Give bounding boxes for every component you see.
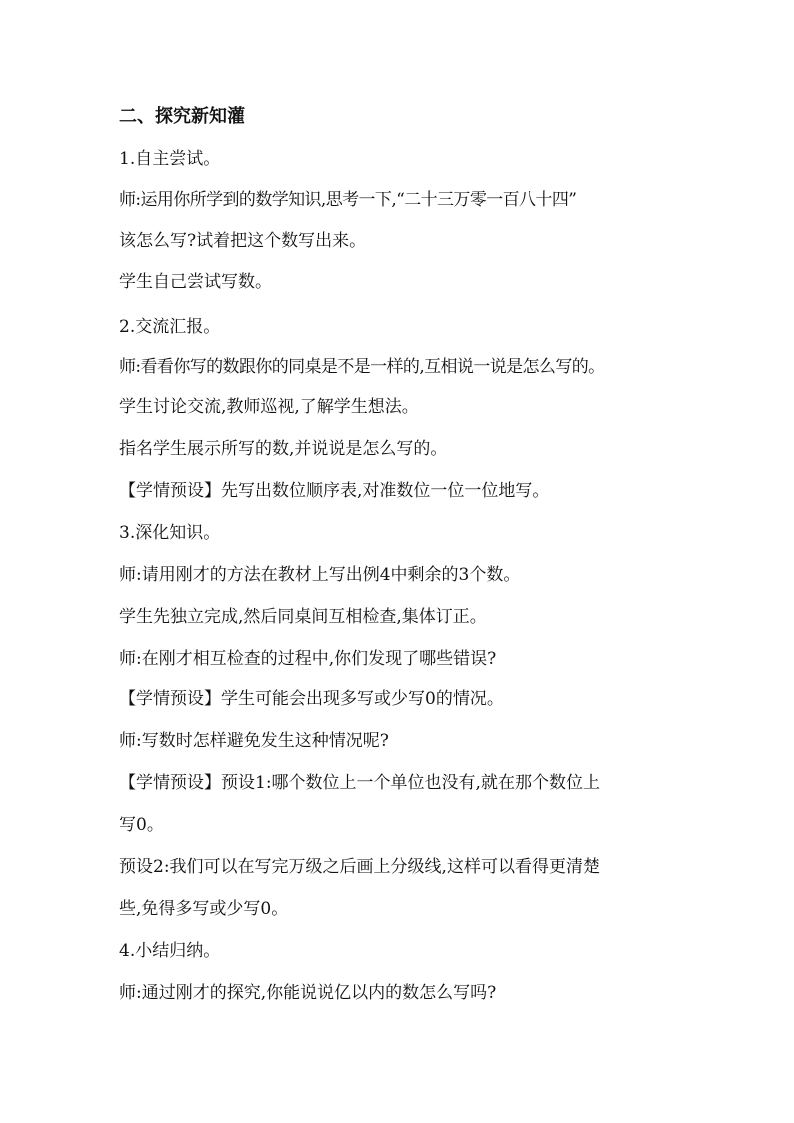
- paragraph-line: 学生自己尝试写数。: [119, 272, 272, 292]
- paragraph-line: 指名学生展示所写的数,并说说是怎么写的。: [119, 439, 448, 459]
- paragraph-line: 些,免得多写或少写0。: [119, 899, 289, 919]
- learning-preset-note: 【学情预设】先写出数位顺序表,对准数位一位一位地写。: [119, 481, 550, 501]
- paragraph-line: 学生先独立完成,然后同桌间互相检查,集体订正。: [119, 607, 487, 627]
- paragraph-line: 师:在刚才相互检查的过程中,你们发现了哪些错误?: [119, 649, 497, 669]
- paragraph-line: 师:看看你写的数跟你的同桌是不是一样的,互相说一说是怎么写的。: [119, 357, 605, 377]
- step-title-2: 2.交流汇报。: [119, 317, 221, 337]
- section-heading: 二、探究新知灌: [119, 106, 245, 127]
- paragraph-line: 预设2:我们可以在写完万级之后画上分级线,这样可以看得更清楚: [119, 857, 600, 877]
- step-title-4: 4.小结归纳。: [119, 941, 221, 961]
- step-title-1: 1.自主尝试。: [119, 149, 221, 169]
- paragraph-line: 师:写数时怎样避免发生这种情况呢?: [119, 731, 389, 751]
- paragraph-line: 学生讨论交流,教师巡视,了解学生想法。: [119, 397, 419, 417]
- learning-preset-note: 【学情预设】预设1:哪个数位上一个单位也没有,就在那个数位上: [119, 773, 600, 793]
- paragraph-line: 写0。: [119, 815, 164, 835]
- paragraph-line: 师:通过刚才的探究,你能说说亿以内的数怎么写吗?: [119, 983, 497, 1003]
- learning-preset-note: 【学情预设】学生可能会出现多写或少写0的情况。: [119, 689, 504, 709]
- paragraph-line: 师:运用你所学到的数学知识,思考一下,“二十三万零一百八十四”: [119, 190, 577, 210]
- paragraph-line: 该怎么写?试着把这个数写出来。: [119, 231, 367, 251]
- paragraph-line: 师:请用刚才的方法在教材上写出例4中剩余的3个数。: [119, 565, 521, 585]
- step-title-3: 3.深化知识。: [119, 523, 221, 543]
